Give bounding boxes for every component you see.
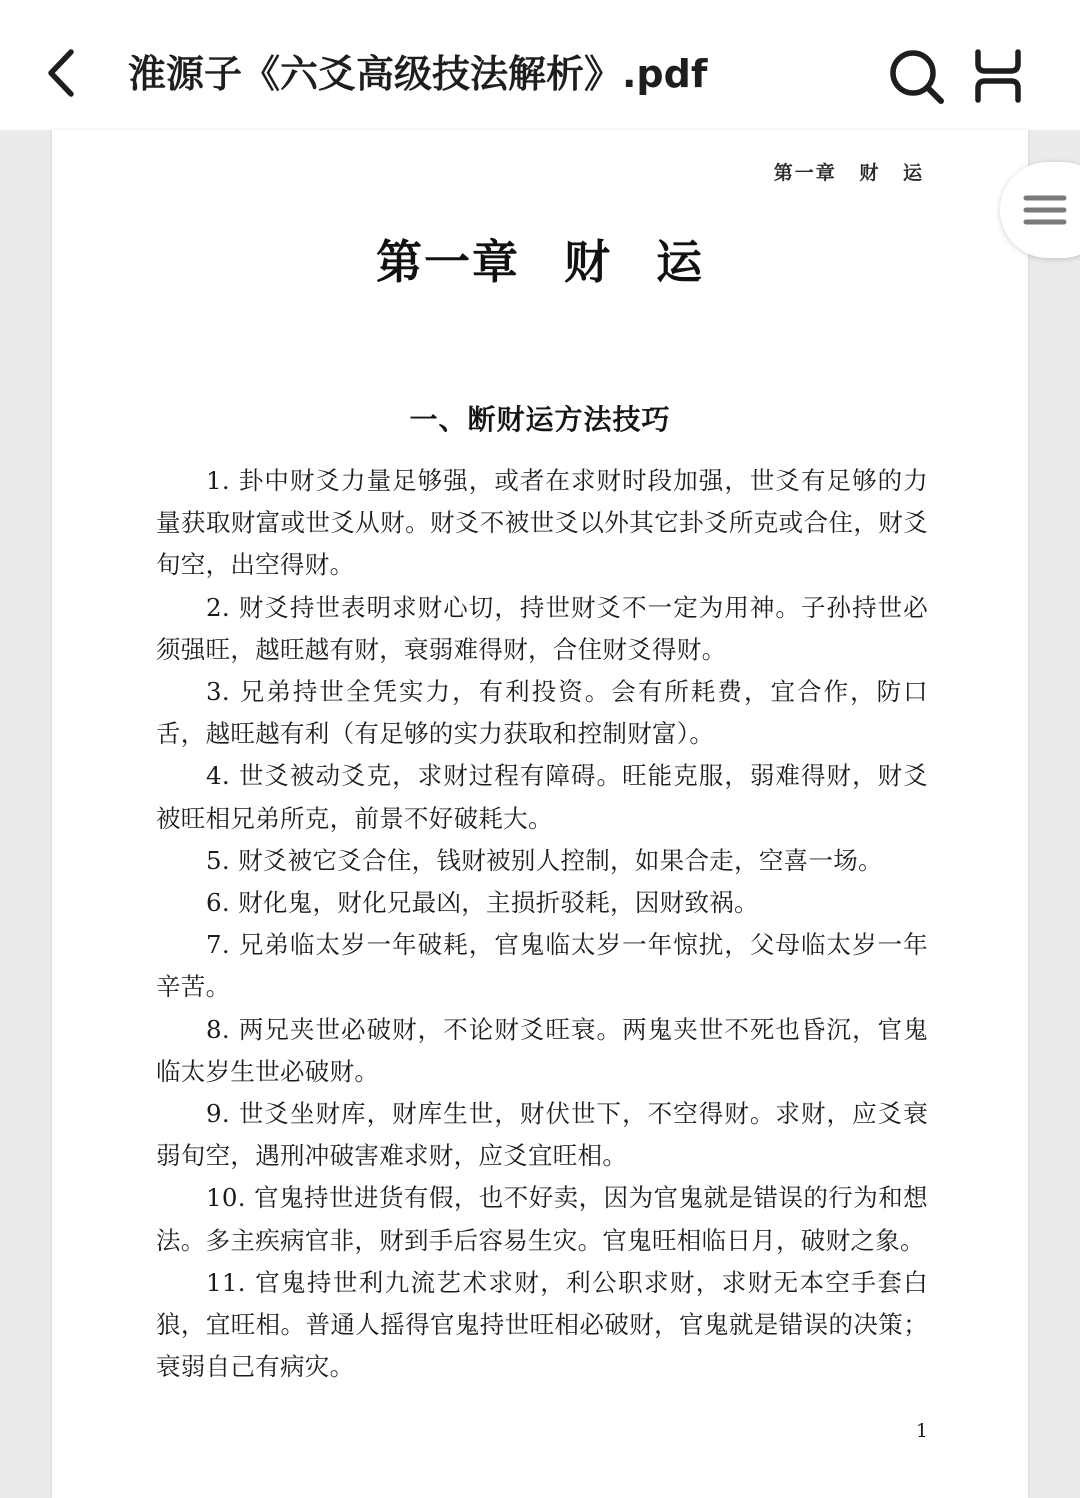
- section-title: 一、断财运方法技巧: [409, 403, 671, 436]
- paragraph: 4. 世爻被动爻克，求财过程有障碍。旺能克服，弱难得财，财爻被旺相兄弟所克，前景不好破耗大。: [156, 761, 928, 833]
- document-title: 淮源子《六爻高级技法解析》.pdf: [128, 52, 708, 96]
- running-head: 第一章 财 运: [773, 162, 924, 184]
- paragraph: 9. 世爻坐财库，财库生世，财伏世下，不空得财。求财，应爻衰弱旬空，遇刑冲破害难求财，应爻宜旺相。: [156, 1099, 928, 1171]
- back-button[interactable]: [28, 40, 92, 110]
- chapter-title: 第一章 财 运: [375, 235, 705, 289]
- more-menu-button[interactable]: [966, 44, 1030, 108]
- paragraph: 7. 兄弟临太岁一年破耗，官鬼临太岁一年惊扰，父母临太岁一年辛苦。: [156, 930, 928, 1002]
- pdf-page[interactable]: [52, 130, 1028, 1498]
- paragraph: 2. 财爻持世表明求财心切，持世财爻不一定为用神。子孙持世必须强旺，越旺越有财，衰弱难得财，合住财爻得财。: [156, 592, 928, 664]
- chevron-left-icon: [43, 48, 77, 102]
- page-body: [156, 460, 928, 1388]
- top-bar: [0, 0, 1080, 130]
- search-icon: [884, 93, 948, 112]
- paragraph: 10. 官鬼持世进货有假，也不好卖，因为官鬼就是错误的行为和想法。多主疾病官非，财到手后容易生灾。官鬼旺相临日月，破财之象。: [156, 1183, 928, 1255]
- app-menu-icon: [966, 93, 1030, 112]
- page-number: 1: [915, 1420, 928, 1442]
- paragraph: 3. 兄弟持世全凭实力，有利投资。会有所耗费，宜合作，防口舌，越旺越有利（有足够的实力获取和控制财富）。: [156, 677, 928, 749]
- paragraph: 6. 财化鬼，财化兄最凶，主损折驳耗，因财致祸。: [206, 888, 759, 918]
- paragraph: 8. 两兄夹世必破财，不论财爻旺衰。两鬼夹世不死也昏沉，官鬼临太岁生世必破财。: [156, 1014, 928, 1086]
- search-button[interactable]: [884, 44, 948, 108]
- paragraph: 11. 官鬼持世利九流艺术求财，利公职求财，求财无本空手套白狼，宜旺相。普通人摇得官鬼持世旺相必破财，官鬼就是错误的决策；衰弱自己有病灾。: [156, 1267, 928, 1382]
- paragraph: 1. 卦中财爻力量足够强，或者在求财时段加强，世爻有足够的力量获取财富或世爻从财。财爻不被世爻以外其它卦爻所克或合住，财爻旬空，出空得财。: [156, 466, 928, 580]
- paragraph: 5. 财爻被它爻合住，钱财被别人控制，如果合走，空喜一场。: [206, 845, 883, 875]
